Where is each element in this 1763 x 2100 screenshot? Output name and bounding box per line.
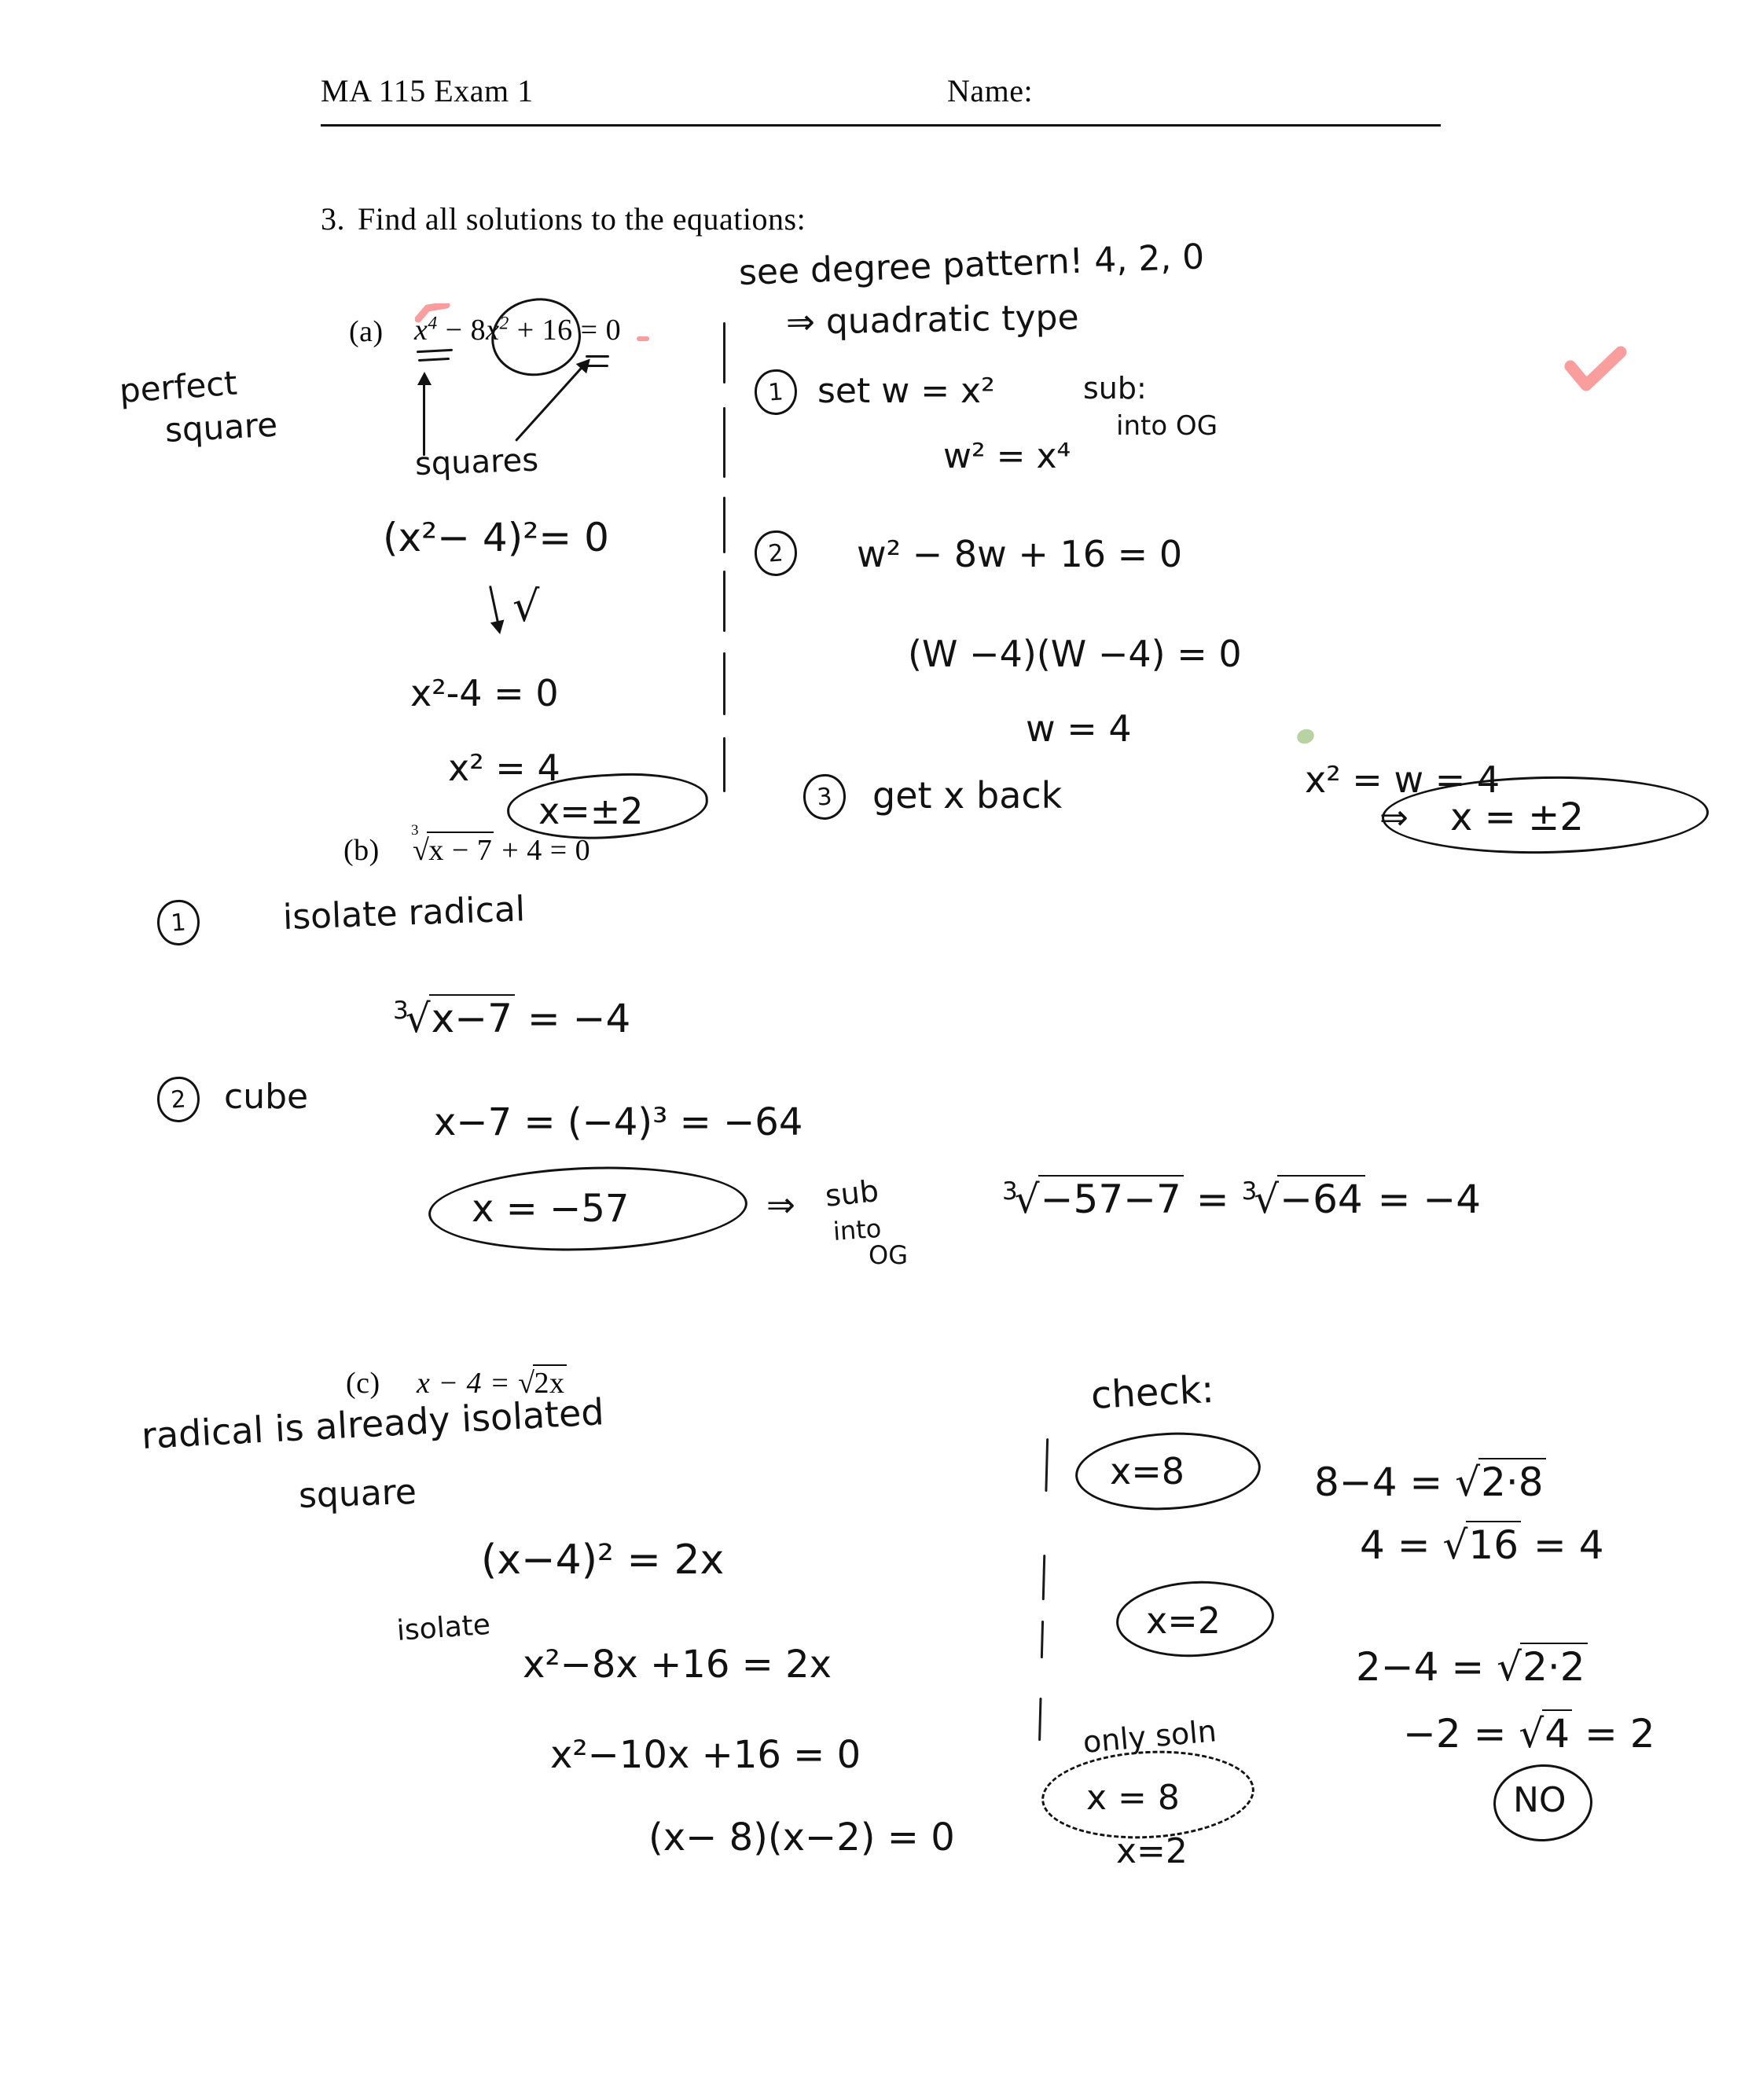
case1-line2: 4 = √16 = 4 <box>1360 1522 1604 1568</box>
part-b-sub-note2: into <box>832 1213 883 1246</box>
only-soln-value: x = 8 <box>1086 1778 1180 1818</box>
case1-line2-lhs: 4 = <box>1360 1522 1431 1568</box>
step-marker-a2: 2 <box>753 529 799 578</box>
verdict-no: NO <box>1513 1780 1566 1820</box>
part-b-label: (b) <box>343 834 380 867</box>
part-b-equation: 3 √x − 7 + 4 = 0 <box>411 822 591 867</box>
part-b-line2: x−7 = (−4)³ = −64 <box>434 1100 803 1144</box>
part-b-check-rad2: −64 <box>1277 1175 1365 1222</box>
stroke-under-x4-a <box>417 349 453 353</box>
step-a1-sub: sub: <box>1083 371 1147 406</box>
case1-line1-rad: 2·8 <box>1478 1458 1546 1505</box>
note-squares: squares <box>414 442 539 483</box>
part-a-eq-x2base: x <box>486 314 500 347</box>
note-quadratic-type: ⇒ quadratic type <box>785 297 1079 343</box>
step-marker-b1: 1 <box>156 898 201 947</box>
part-b-check-tail: = −4 <box>1377 1177 1482 1222</box>
step-a2-line3: w = 4 <box>1026 707 1132 750</box>
part-b-sub-note3: OG <box>869 1240 908 1270</box>
step-a3-line: x² = w = 4 <box>1305 758 1500 801</box>
part-b-radicand: x − 7 <box>427 832 494 868</box>
step-a2-line1: w² − 8w + 16 = 0 <box>857 533 1183 575</box>
part-c-note2: square <box>298 1471 417 1516</box>
header-rule <box>321 124 1441 127</box>
case1-line1: 8−4 = √2·8 <box>1314 1458 1546 1505</box>
part-b-check-index1: 3 <box>1002 1177 1018 1206</box>
part-c-note1: radical is already isolated <box>140 1390 605 1457</box>
part-a-eq-tail: + 16 = 0 <box>516 314 622 347</box>
part-b-line1-tail: = −4 <box>527 996 631 1041</box>
course-exam-title: MA 115 Exam 1 <box>321 73 534 108</box>
note-square: square <box>163 405 279 450</box>
step-b1-text: isolate radical <box>282 889 526 938</box>
case1-value: x=8 <box>1110 1450 1185 1492</box>
step-marker-a3: 3 <box>802 773 847 821</box>
part-b-answer: x = −57 <box>472 1187 630 1231</box>
pink-mark-over-x4 <box>415 303 451 324</box>
part-a-eq-exp4: 4 <box>428 313 438 334</box>
part-b-sub-note1: sub <box>823 1173 880 1213</box>
note-perfect: perfect <box>118 363 239 410</box>
part-b-check: $^3$√−57−7 = $^3$√−64 = −4 <box>1002 1177 1482 1222</box>
pink-dash-after-16 <box>637 336 649 341</box>
green-dot <box>1295 727 1317 746</box>
part-c-eq-lhs: x − 4 = <box>417 1367 511 1400</box>
only-soln-label: only soln <box>1082 1713 1218 1760</box>
part-c-line2: x²−8x +16 = 2x <box>523 1643 832 1687</box>
divider-part-c <box>1037 1438 1046 1808</box>
case1-line1-lhs: 8−4 = <box>1314 1459 1443 1505</box>
step-a1-line: w² = x⁴ <box>943 436 1071 476</box>
check-mark-icon <box>1564 346 1627 395</box>
step-a3-text: get x back <box>872 774 1063 817</box>
case2-line2-lhs: −2 = <box>1403 1711 1507 1757</box>
name-label: Name: <box>947 73 1034 108</box>
problem-number: 3. <box>321 201 345 237</box>
part-c-line4: (x− 8)(x−2) = 0 <box>648 1815 955 1860</box>
sqrt-hint-icon: √ <box>512 582 540 631</box>
stroke-under-x4-b <box>418 358 450 362</box>
part-c-line1: (x−4)² = 2x <box>481 1536 725 1584</box>
part-b-root-index: 3 <box>411 822 419 839</box>
step-a1-sub-into-og: into OG <box>1116 410 1218 442</box>
part-c-line3: x²−10x +16 = 0 <box>550 1733 861 1777</box>
case2-line2-tail: = 2 <box>1585 1711 1655 1757</box>
part-c-label: (c) <box>346 1367 380 1400</box>
part-b-check-index2: 3 <box>1241 1177 1258 1206</box>
part-b-arrow: ⇒ <box>766 1185 795 1225</box>
step-a1-text: set w = x² <box>817 371 995 411</box>
problem-statement: Find all solutions to the equations: <box>358 201 806 237</box>
part-b-line1-radicand: x−7 <box>429 994 515 1041</box>
part-c-note3: isolate <box>395 1608 492 1647</box>
part-a-eq-exp2: 2 <box>499 313 509 334</box>
step-a3-arrow: ⇒ <box>1379 798 1409 838</box>
case2-line1-rad: 2·2 <box>1520 1643 1588 1690</box>
part-b-line1-index: 3 <box>393 996 409 1025</box>
case2-value: x=2 <box>1146 1599 1221 1642</box>
step-a2-line2: (W −4)(W −4) = 0 <box>908 633 1242 675</box>
part-c-equation: x − 4 = √2x <box>417 1364 567 1401</box>
part-a-eq-x: x <box>414 314 428 347</box>
part-b-check-eq: = <box>1196 1177 1229 1222</box>
check-label: check: <box>1089 1367 1215 1418</box>
part-a-eq-minus8: − 8 <box>445 314 487 347</box>
step-marker-b2: 2 <box>156 1075 201 1124</box>
case2-line2: −2 = √4 = 2 <box>1403 1711 1655 1757</box>
part-a-left-line1: (x²− 4)²= 0 <box>383 515 609 560</box>
part-a-left-answer: x=±2 <box>538 790 644 832</box>
case1-line2-tail: = 4 <box>1533 1522 1604 1568</box>
rejected-value: x=2 <box>1116 1831 1188 1871</box>
case2-line2-rad: 4 <box>1542 1709 1572 1757</box>
case2-line1-lhs: 2−4 = <box>1356 1644 1485 1690</box>
case2-line1: 2−4 = √2·2 <box>1356 1643 1588 1690</box>
step-b2-text: cube <box>224 1077 309 1117</box>
step-marker-a1: 1 <box>753 368 799 417</box>
part-b-check-rad1: −57−7 <box>1038 1175 1184 1222</box>
part-a-left-line3: x² = 4 <box>448 747 560 789</box>
note-degree-pattern: see degree pattern! 4, 2, 0 <box>738 237 1205 293</box>
case1-line2-rad: 16 <box>1466 1521 1521 1568</box>
part-a-left-line2: x²-4 = 0 <box>410 672 559 714</box>
part-a-final-answer: x = ±2 <box>1450 795 1584 839</box>
part-a-label: (a) <box>349 315 384 348</box>
part-b-eq-tail: + 4 = 0 <box>501 834 591 867</box>
part-c-radicand: 2x <box>533 1364 567 1401</box>
part-b-line1: $^3$√x−7 = −4 <box>393 996 631 1041</box>
